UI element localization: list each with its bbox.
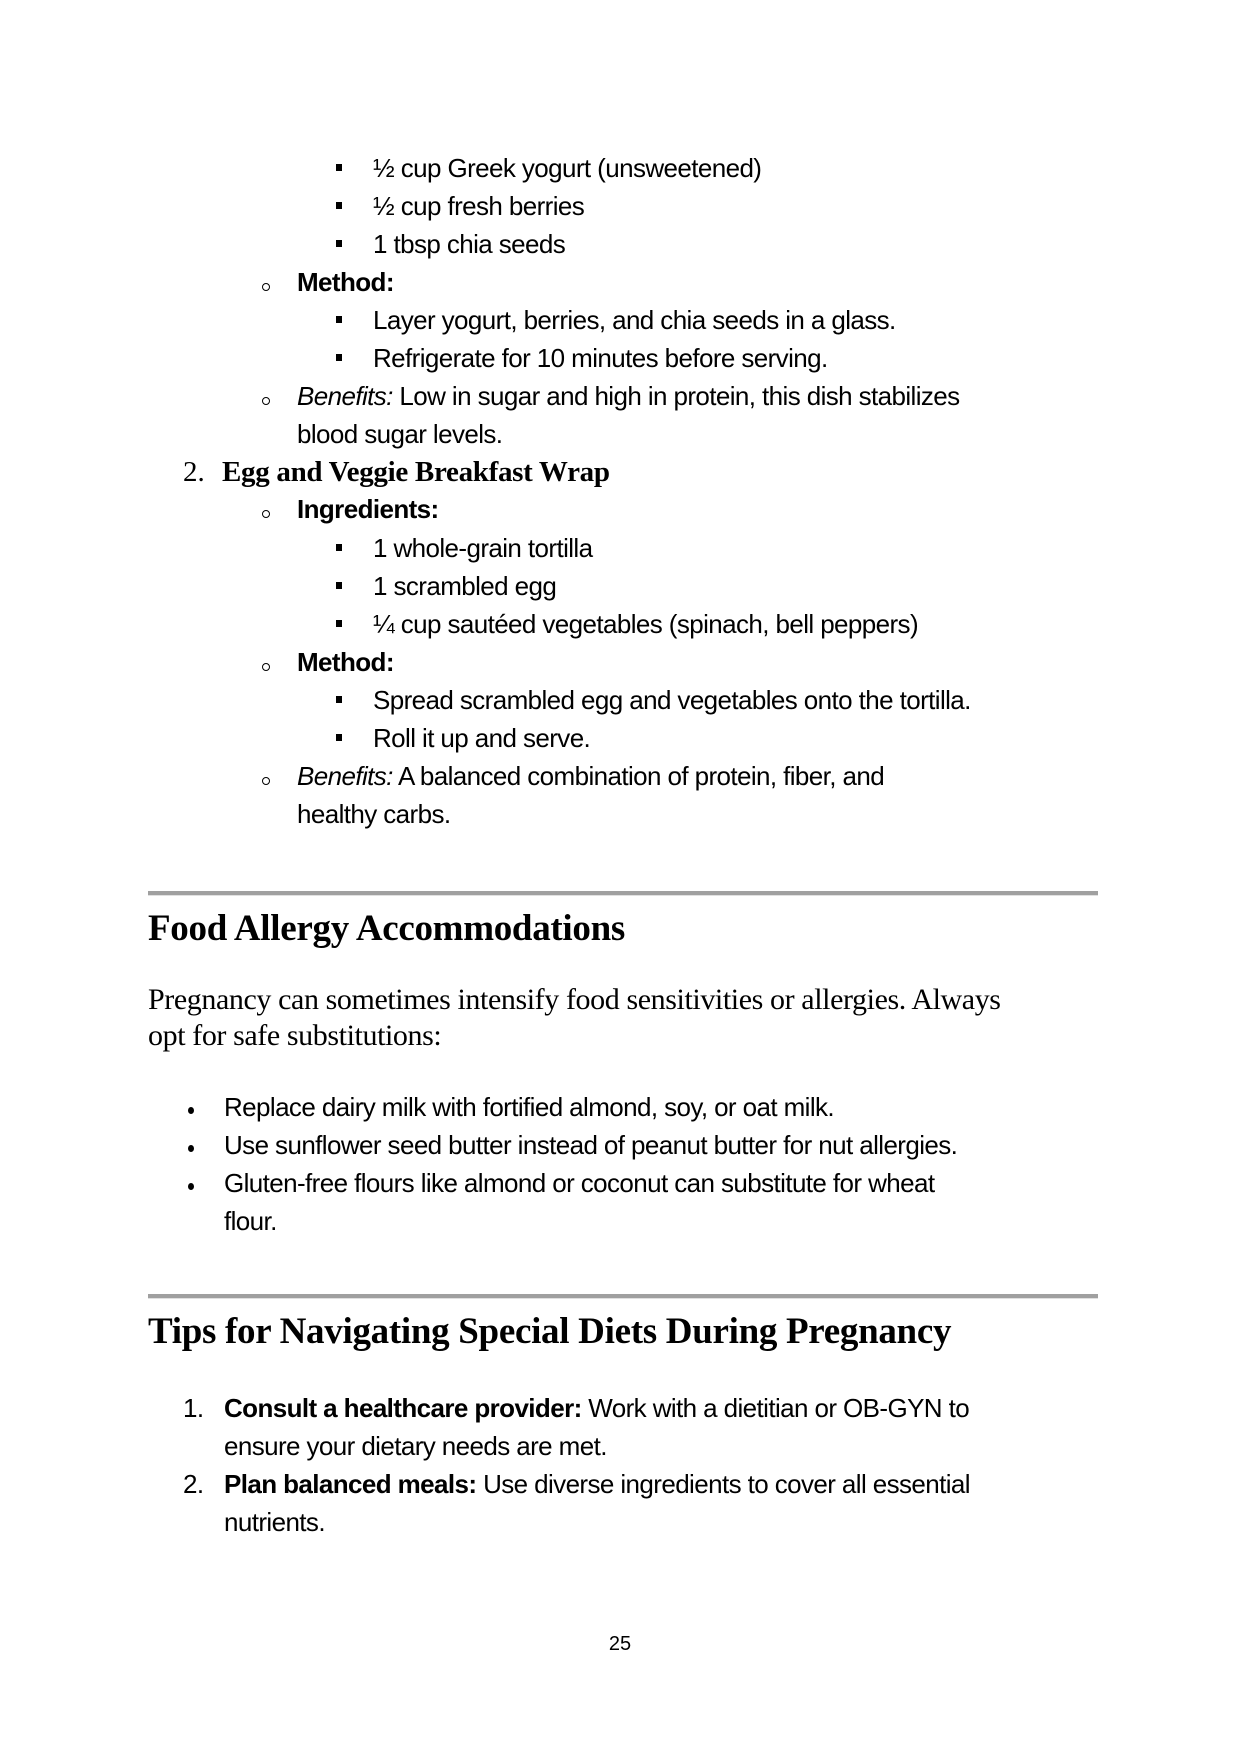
ingredient-item: 1 scrambled egg [373,571,557,601]
benefits-label: Benefits: [297,761,393,791]
square-bullet-icon [336,620,342,627]
ingredients-label: Ingredients: [297,494,439,524]
circle-bullet-icon [262,777,270,785]
ingredient-item: ½ cup fresh berries [373,191,585,221]
tip-number: 1. [183,1393,204,1423]
recipe-number: 2. [183,456,205,488]
square-bullet-icon [336,316,342,323]
horizontal-rule [148,1294,1098,1299]
circle-bullet-icon [262,397,270,405]
recipe-title: Egg and Veggie Breakfast Wrap [222,456,610,488]
benefits-text-line1: Low in sugar and high in protein, this dish stabilizes [392,381,960,411]
square-bullet-icon [336,202,342,209]
tip-text-line2: ensure your dietary needs are met. [224,1431,607,1461]
bullet-dot-icon [188,1145,194,1152]
page-number: 25 [608,1633,632,1655]
allergy-item-continued: flour. [224,1206,277,1236]
square-bullet-icon [336,240,342,247]
allergy-intro-line2: opt for safe substitutions: [148,1019,442,1052]
ingredient-item: ¼ cup sautéed vegetables (spinach, bell peppers) [373,609,919,639]
benefits-text-line2: healthy carbs. [297,799,451,829]
section-heading-food-allergy: Food Allergy Accommodations [148,908,625,949]
method-step: Layer yogurt, berries, and chia seeds in a glass. [373,305,896,335]
bullet-dot-icon [188,1107,194,1114]
method-step: Roll it up and serve. [373,723,591,753]
tip-item [224,1390,969,1426]
circle-bullet-icon [262,663,270,671]
tip-text-line1: Work with a dietitian or OB-GYN to [581,1393,970,1423]
square-bullet-icon [336,544,342,551]
circle-bullet-icon [262,283,270,291]
benefits-text-line1: A balanced combination of protein, fiber, and [392,761,885,791]
allergy-item: Gluten-free flours like almond or coconut can substitute for wheat [224,1168,935,1198]
horizontal-rule [148,891,1098,896]
benefits-text [297,378,960,414]
benefits-text [297,758,884,794]
tip-text-line2: nutrients. [224,1507,325,1537]
tip-title: Plan balanced meals: [224,1469,477,1499]
bullet-dot-icon [188,1183,194,1190]
tip-item [224,1466,970,1502]
square-bullet-icon [336,164,342,171]
tip-number: 2. [183,1469,204,1499]
square-bullet-icon [336,734,342,741]
method-label: Method: [297,267,394,297]
method-step: Spread scrambled egg and vegetables onto the tortilla. [373,685,971,715]
allergy-item: Use sunflower seed butter instead of peanut butter for nut allergies. [224,1130,958,1160]
ingredient-item: 1 tbsp chia seeds [373,229,566,259]
square-bullet-icon [336,582,342,589]
method-step: Refrigerate for 10 minutes before serving. [373,343,828,373]
square-bullet-icon [336,696,342,703]
ingredient-item: 1 whole-grain tortilla [373,533,593,563]
ingredient-item: ½ cup Greek yogurt (unsweetened) [373,153,762,183]
square-bullet-icon [336,354,342,361]
allergy-intro-line1: Pregnancy can sometimes intensify food sensitivities or allergies. Always [148,983,1001,1016]
method-label: Method: [297,647,394,677]
benefits-text-line2: blood sugar levels. [297,419,503,449]
circle-bullet-icon [262,510,270,518]
benefits-label: Benefits: [297,381,393,411]
tip-title: Consult a healthcare provider: [224,1393,582,1423]
tip-text-line1: Use diverse ingredients to cover all essential [476,1469,970,1499]
allergy-item: Replace dairy milk with fortified almond, soy, or oat milk. [224,1092,835,1122]
section-heading-tips: Tips for Navigating Special Diets During Pregnancy [148,1311,952,1352]
